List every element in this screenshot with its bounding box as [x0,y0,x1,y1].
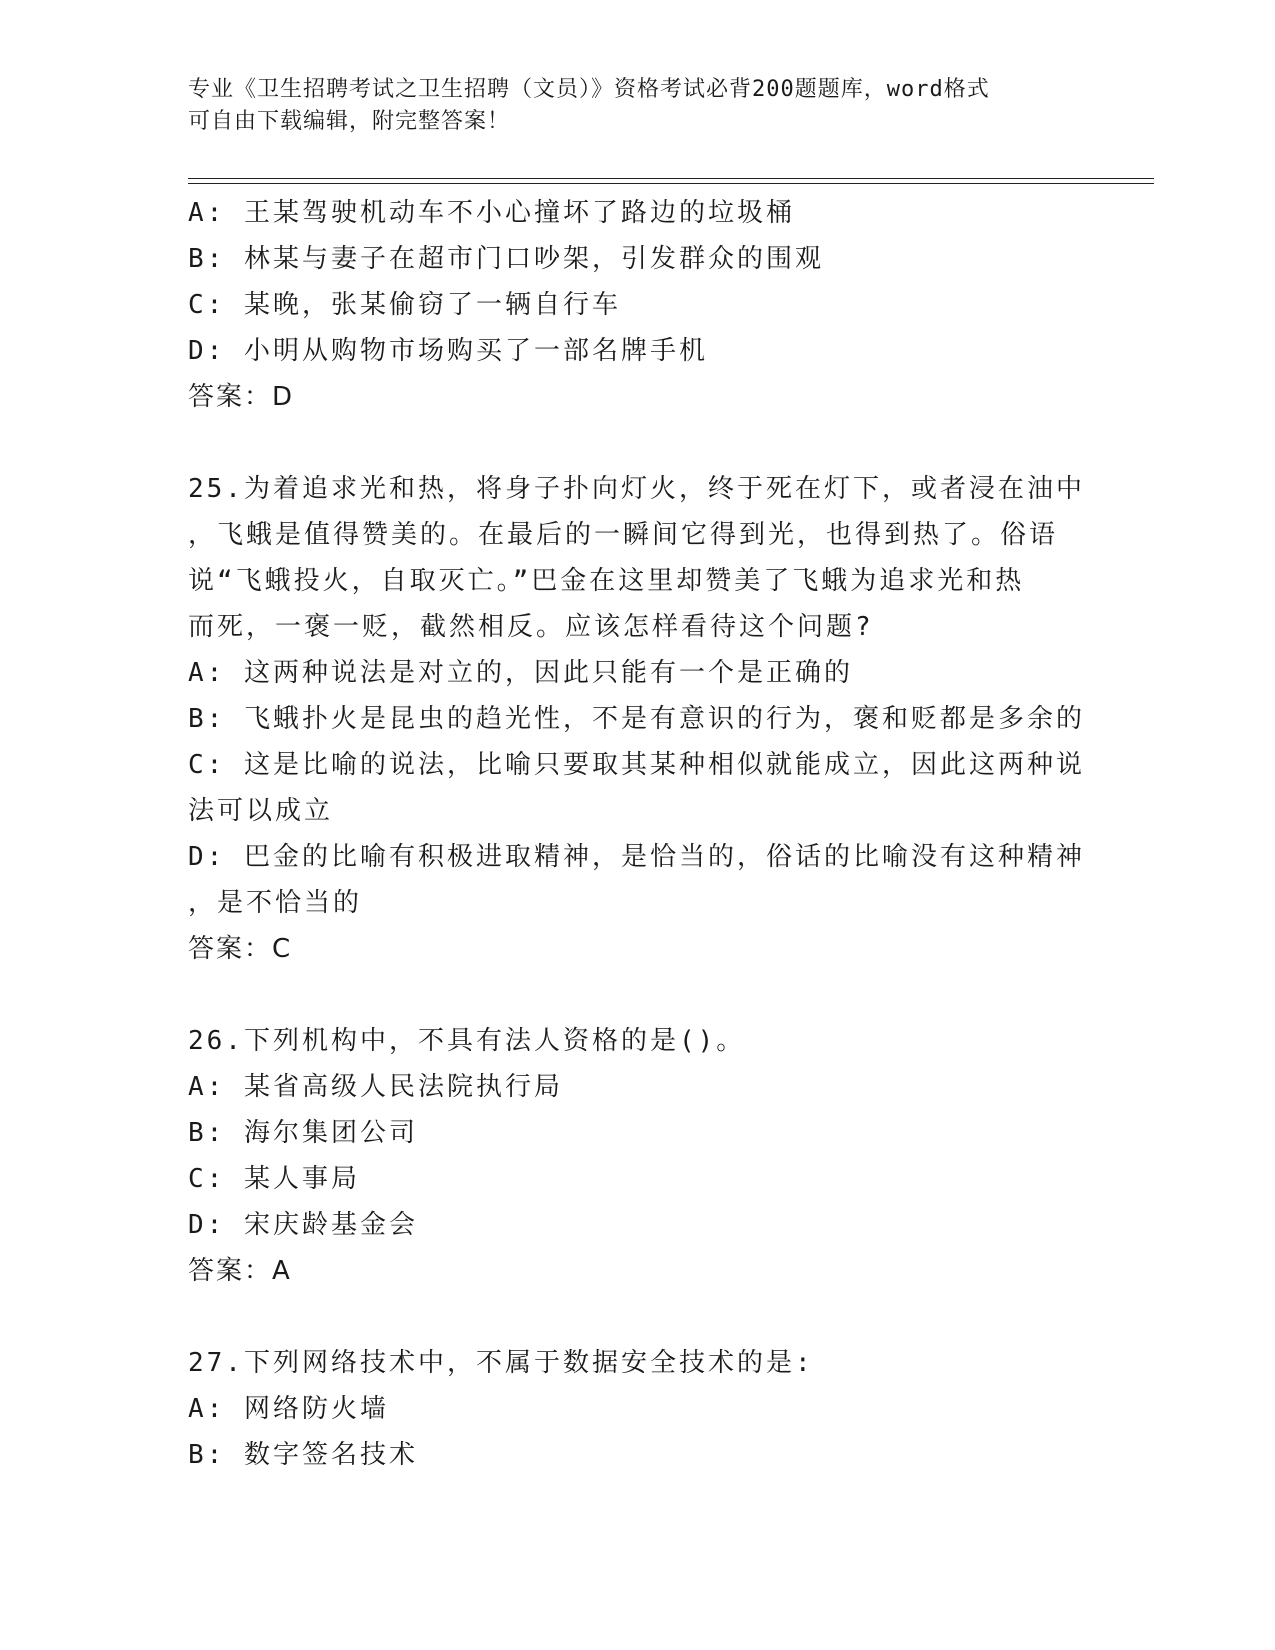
question-stem-line: 25.为着追求光和热，将身子扑向灯火，终于死在灯下，或者浸在油中 [188,474,1085,504]
question-stem: 26.下列机构中，不具有法人资格的是()。 [188,1026,746,1056]
option-d: D: 巴金的比喻有积极进取精神，是恰当的，俗话的比喻没有这种精神 [188,842,1085,872]
question-stem-line: 说“飞蛾投火，自取灭亡。”巴金在这里却赞美了飞蛾为追求光和热 [188,566,1025,596]
header-line-1: 专业《卫生招聘考试之卫生招聘（文员）》资格考试必背200题题库，word格式 [188,77,990,102]
option-c: C: 某晚，张某偷窃了一辆自行车 [188,290,621,320]
question-stem: 27.下列网络技术中，不属于数据安全技术的是: [188,1348,814,1378]
option-a: A: 这两种说法是对立的，因此只能有一个是正确的 [188,658,853,688]
option-a: A: 某省高级人民法院执行局 [188,1072,563,1102]
question-stem-line: 而死，一褒一贬，截然相反。应该怎样看待这个问题? [188,612,874,642]
spacer [188,1294,1088,1340]
question-24 [188,190,1088,420]
question-content [188,190,1088,1478]
question-26 [188,1018,1088,1294]
header-rule-top [188,178,1154,179]
option-c: C: 某人事局 [188,1164,360,1194]
option-d-continued: ，是不恰当的 [188,888,363,918]
option-d: D: 宋庆龄基金会 [188,1210,418,1240]
spacer [188,972,1088,1018]
header-rule-bottom [188,183,1154,184]
option-b: B: 飞蛾扑火是昆虫的趋光性，不是有意识的行为，褒和贬都是多余的 [188,704,1085,734]
option-d: D: 小明从购物市场购买了一部名牌手机 [188,336,708,366]
question-25 [188,466,1088,972]
answer: 答案：A [188,1256,292,1286]
question-stem-line: ，飞蛾是值得赞美的。在最后的一瞬间它得到光，也得到热了。俗语 [188,520,1059,550]
spacer [188,420,1088,466]
question-27 [188,1340,1088,1478]
header-line-2: 可自由下载编辑，附完整答案！ [188,109,511,134]
option-b: B: 海尔集团公司 [188,1118,418,1148]
option-a: A: 王某驾驶机动车不小心撞坏了路边的垃圾桶 [188,198,795,228]
answer: 答案：C [188,934,293,964]
option-b: B: 数字签名技术 [188,1440,418,1470]
option-b: B: 林某与妻子在超市门口吵架，引发群众的围观 [188,244,824,274]
option-c-continued: 法可以成立 [188,796,334,826]
answer: 答案：D [188,382,295,412]
option-c: C: 这是比喻的说法，比喻只要取其某种相似就能成立，因此这两种说 [188,750,1085,780]
option-a: A: 网络防火墙 [188,1394,389,1424]
document-header [188,74,1088,138]
